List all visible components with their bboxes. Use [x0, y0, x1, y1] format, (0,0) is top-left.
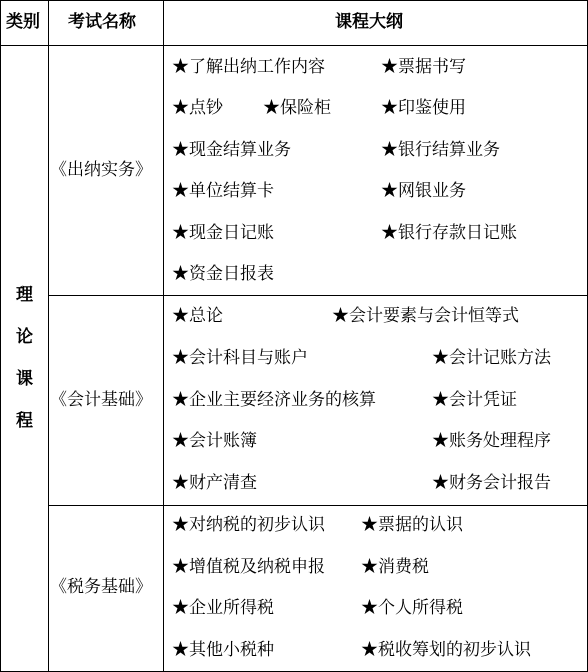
syllabus-item: ★财务会计报告 [432, 473, 551, 493]
header-divider [0, 45, 588, 46]
syllabus-item: ★会计记账方法 [432, 348, 551, 368]
syllabus-item: ★企业所得税 [172, 598, 274, 618]
syllabus-item: ★其他小税种 [172, 640, 274, 660]
syllabus-item: ★会计要素与会计恒等式 [332, 306, 519, 326]
syllabus-item: ★会计凭证 [432, 390, 517, 410]
table-border-top [0, 0, 588, 1]
syllabus-item: ★消费税 [361, 557, 429, 577]
syllabus-item: ★增值税及纳税申报 [172, 557, 325, 577]
syllabus-item: ★票据书写 [381, 57, 466, 77]
course-name-accounting: 《会计基础》 [50, 390, 152, 410]
category-char: 论 [16, 327, 33, 347]
col-divider-2 [163, 0, 164, 672]
syllabus-item: ★保险柜 [263, 98, 331, 118]
category-char: 理 [16, 285, 33, 305]
syllabus-item: ★现金结算业务 [172, 140, 291, 160]
syllabus-item: ★银行结算业务 [381, 140, 500, 160]
category-char: 课 [16, 369, 33, 389]
syllabus-item: ★对纳税的初步认识 [172, 515, 325, 535]
syllabus-item: ★会计科目与账户 [172, 348, 308, 368]
syllabus-item: ★了解出纳工作内容 [172, 57, 325, 77]
course-name-cashier: 《出纳实务》 [50, 160, 152, 180]
syllabus-item: ★现金日记账 [172, 223, 274, 243]
syllabus-item: ★个人所得税 [361, 598, 463, 618]
syllabus-item: ★单位结算卡 [172, 181, 274, 201]
header-exam-name: 考试名称 [68, 12, 136, 32]
syllabus-item: ★会计账簿 [172, 431, 257, 451]
table-border-left [0, 0, 1, 672]
syllabus-item: ★网银业务 [381, 181, 466, 201]
syllabus-item: ★账务处理程序 [432, 431, 551, 451]
header-category: 类别 [6, 12, 40, 32]
syllabus-item: ★总论 [172, 306, 223, 326]
row-divider-2 [48, 505, 588, 506]
category-char: 程 [16, 411, 33, 431]
syllabus-item: ★财产清查 [172, 473, 257, 493]
row-divider-1 [48, 295, 588, 296]
syllabus-item: ★税收筹划的初步认识 [361, 640, 531, 660]
syllabus-item: ★企业主要经济业务的核算 [172, 390, 376, 410]
syllabus-item: ★印鉴使用 [381, 98, 466, 118]
syllabus-item: ★资金日报表 [172, 264, 274, 284]
course-name-tax: 《税务基础》 [50, 577, 152, 597]
syllabus-item: ★票据的认识 [361, 515, 463, 535]
col-divider-1 [48, 0, 49, 672]
header-syllabus: 课程大纲 [335, 12, 403, 32]
syllabus-item: ★银行存款日记账 [381, 223, 517, 243]
syllabus-item: ★点钞 [172, 98, 223, 118]
